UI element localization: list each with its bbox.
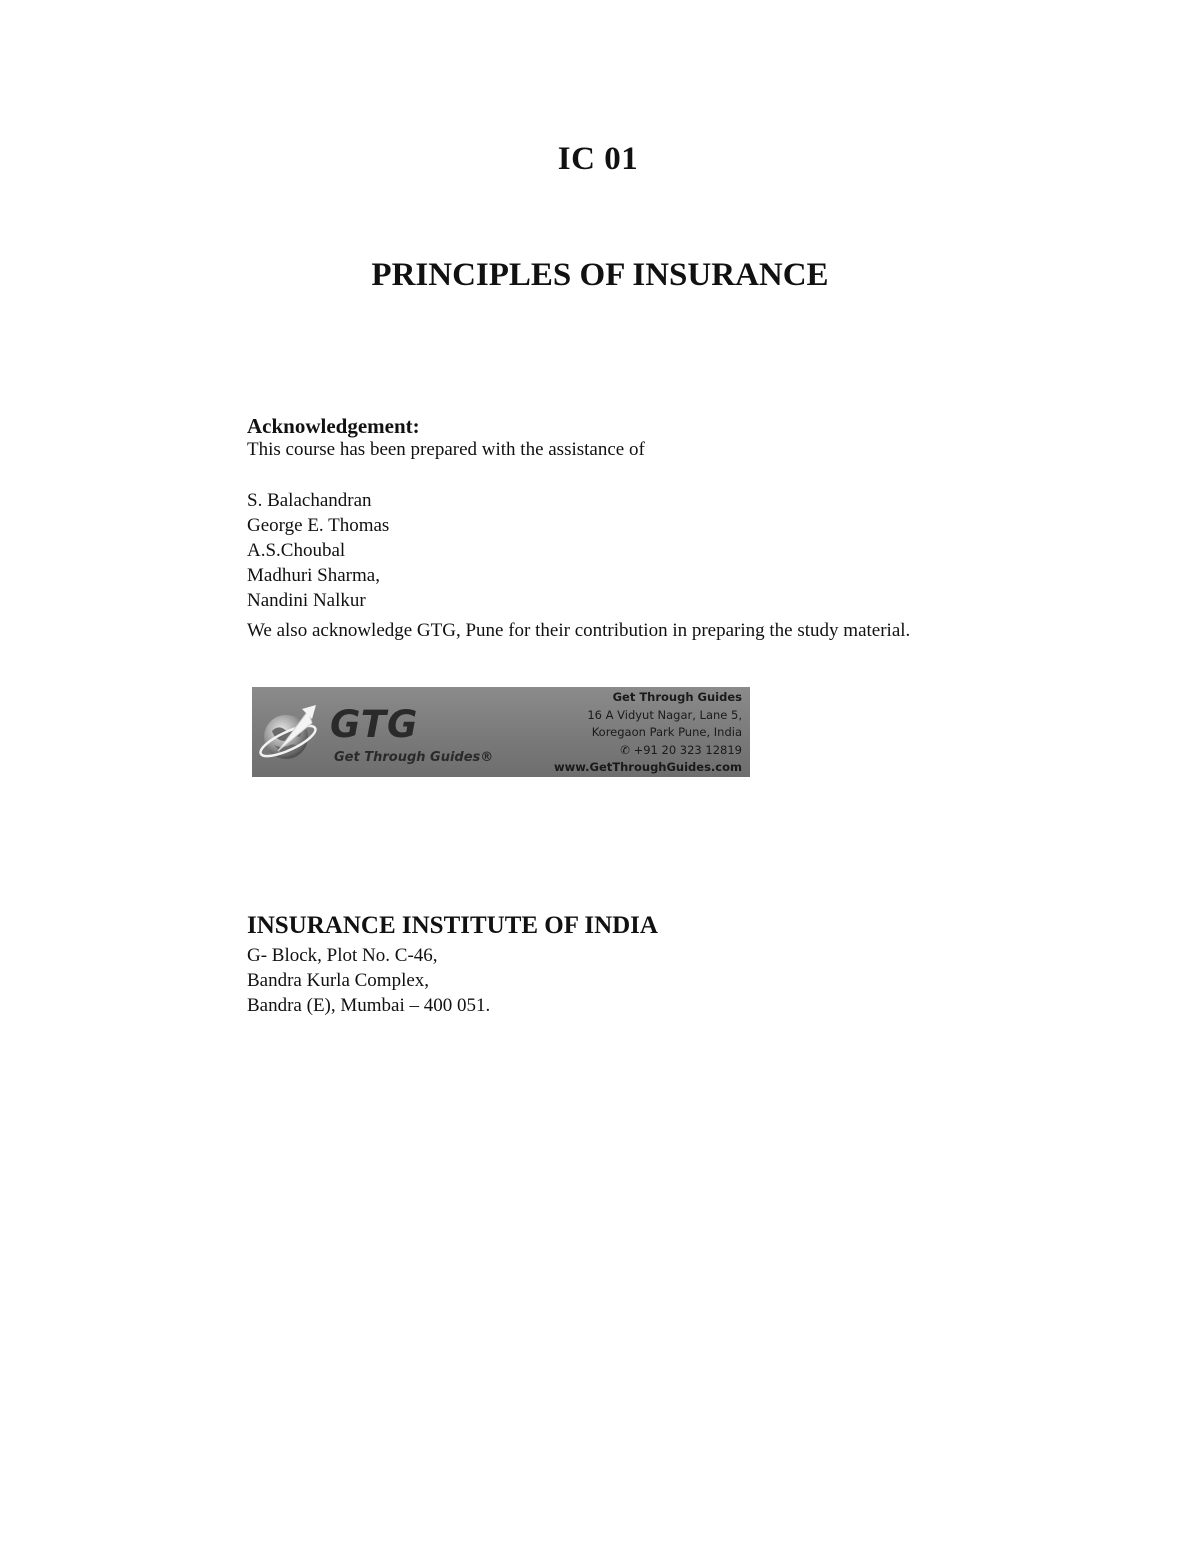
gtg-logo-text: GTG: [330, 703, 419, 746]
gtg-website: www.GetThroughGuides.com: [554, 760, 742, 774]
gtg-address-line: Koregaon Park Pune, India: [591, 725, 742, 739]
contributor-name: S. Balachandran: [247, 490, 372, 511]
contributor-list: [247, 488, 1007, 613]
institute-address-line: Bandra Kurla Complex,: [247, 970, 430, 991]
institute-name: INSURANCE INSTITUTE OF INDIA: [247, 912, 658, 939]
contributor-name: A.S.Choubal: [247, 540, 346, 561]
contributor-name: Nandini Nalkur: [247, 590, 366, 611]
globe-arrow-icon: [258, 701, 322, 765]
gtg-phone: ✆ +91 20 323 12819: [620, 742, 742, 757]
gtg-company-name: Get Through Guides: [612, 690, 742, 704]
acknowledgement-intro: This course has been prepared with the assistance of: [247, 439, 645, 460]
gtg-acknowledgement: We also acknowledge GTG, Pune for their contribution in preparing the study material.: [247, 620, 911, 641]
institute-address-line: G- Block, Plot No. C-46,: [247, 945, 438, 966]
contributor-name: George E. Thomas: [247, 515, 390, 536]
course-title: PRINCIPLES OF INSURANCE: [371, 257, 829, 293]
gtg-contact-info: [554, 689, 742, 777]
gtg-banner: [252, 687, 750, 777]
contributor-name: Madhuri Sharma,: [247, 565, 380, 586]
course-code: IC 01: [557, 141, 639, 177]
acknowledgement-heading: Acknowledgement:: [247, 414, 420, 438]
institute-address-line: Bandra (E), Mumbai – 400 051.: [247, 995, 491, 1016]
gtg-address-line: 16 A Vidyut Nagar, Lane 5,: [587, 707, 742, 722]
institute-section: [247, 911, 947, 1018]
acknowledgement-section: [247, 414, 1007, 649]
gtg-logo-tagline: Get Through Guides®: [334, 750, 494, 765]
